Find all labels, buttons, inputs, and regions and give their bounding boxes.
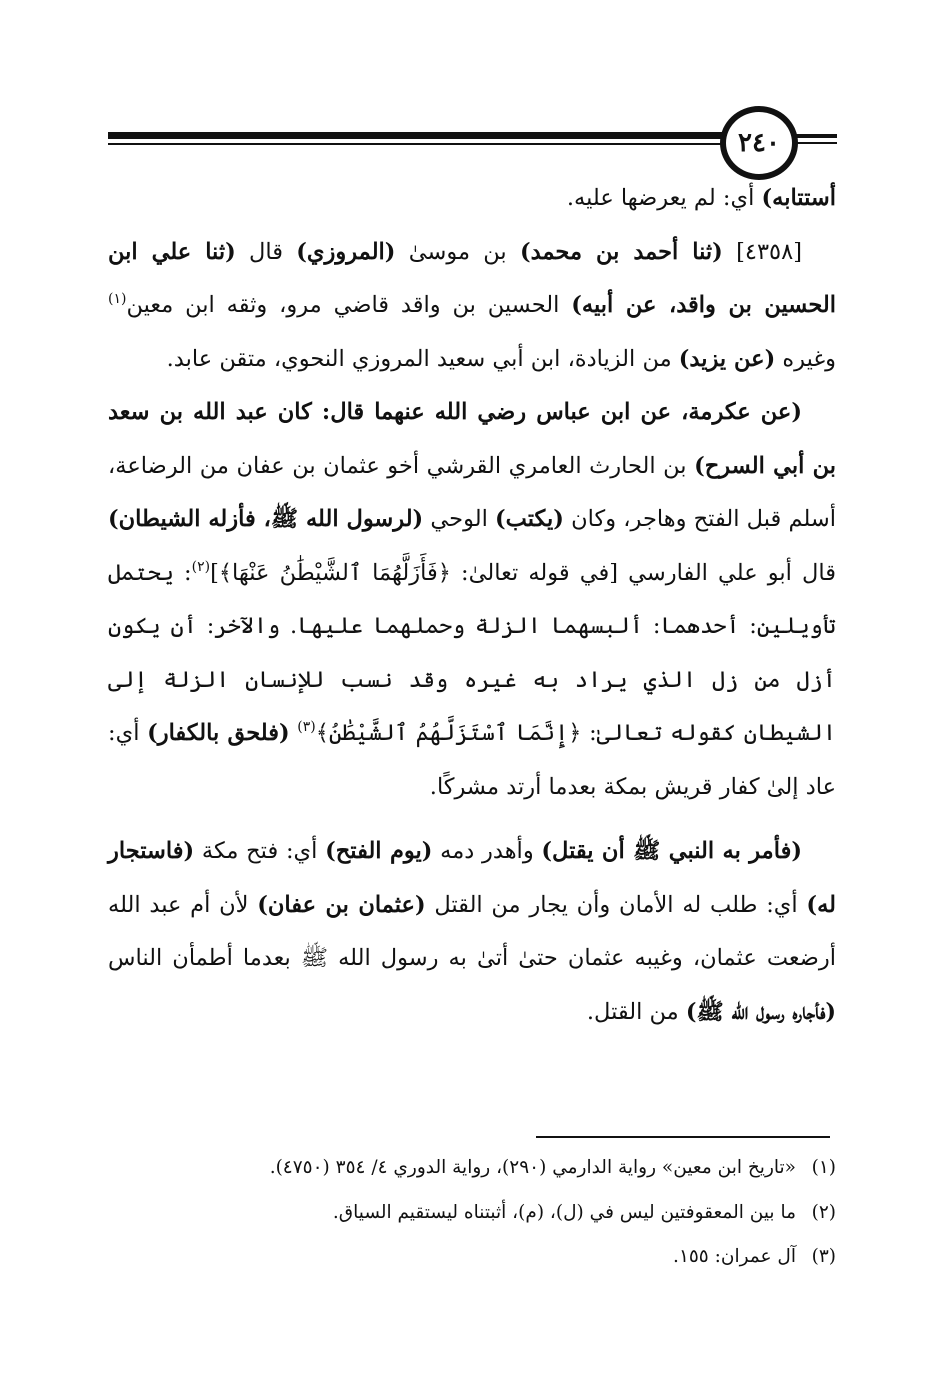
text-run: الوحي xyxy=(423,506,496,532)
bold-text: (عن عكرمة، عن ابن عباس رضي الله عنهما قال: كان عبد الله بن سعد بن أبي السرح) xyxy=(108,399,836,479)
header-rule-thin xyxy=(108,143,723,145)
text-run: وغيره xyxy=(775,345,836,372)
text-run: قال أبو علي الفارسي [في قوله تعالىٰ: ﴿فَأَزَلَّهُمَا ٱلشَّيْطَٰنُ عَنْهَا﴾] xyxy=(210,559,836,586)
footnote-ref: (٢) xyxy=(191,558,211,575)
text-run: [٤٣٥٨] xyxy=(722,238,802,265)
bold-text: (يوم الفتح) xyxy=(325,838,433,864)
text-run: أي: عاد إلىٰ كفار قريش بمكة بعدما أرتد مشركًا. xyxy=(108,720,836,800)
bold-text: (ثنا أحمد بن محمد) xyxy=(519,238,723,265)
footnote-ref: (١) xyxy=(108,291,127,307)
bold-text: (فأجاره رسول الله ﷺ) xyxy=(685,998,836,1025)
paragraph xyxy=(108,825,836,1039)
header-rule-tail xyxy=(792,134,837,138)
paragraph xyxy=(108,172,836,226)
footnote xyxy=(108,1146,836,1191)
footnotes xyxy=(108,1146,836,1280)
paragraph xyxy=(108,386,836,814)
footnote-number: (٣) xyxy=(811,1246,836,1267)
paragraph xyxy=(108,226,836,387)
text-run: وأهدر دمه xyxy=(432,838,542,864)
footnote xyxy=(108,1191,836,1236)
text-run: الحسين بن واقد قاضي مرو، وثقه ابن معين xyxy=(126,292,572,318)
text-run: أي: لم يعرضها عليه. xyxy=(566,185,762,211)
page-number-medallion xyxy=(720,106,798,180)
bold-text: (لرسول الله ﷺ، فأزله الشيطان) xyxy=(108,506,424,532)
bold-text: (عن يزيد) xyxy=(678,345,776,372)
footnote-separator xyxy=(536,1136,830,1138)
bold-text: (عثمان بن عفان) xyxy=(257,891,426,918)
footnote-text: ما بين المعقوفتين ليس في (ل)، (م)، أثبتناه ليستقيم السياق. xyxy=(332,1201,796,1223)
footnote-text: آل عمران: ١٥٥. xyxy=(673,1246,796,1267)
header-rule-tail-thin xyxy=(792,142,837,144)
bold-text: (فاستجار له) xyxy=(108,838,836,918)
text-run: من الزيادة، ابن أبي سعيد المروزي النحوي، متقن عابد. xyxy=(166,345,679,372)
bold-text: (يكتب) xyxy=(495,506,564,532)
text-run: أي: طلب له الأمان وأن يجار من القتل xyxy=(425,891,807,918)
bold-text: أستتابه) xyxy=(761,185,836,211)
text-run: لأن أم عبد الله أرضعت عثمان، وغيبه عثمان حتىٰ أتىٰ به رسول الله ﷺ بعدما أطمأن الناس xyxy=(108,891,836,971)
text-run: قال xyxy=(235,238,297,265)
text-run: : يحتمل تأويلين: أحدهما: ألبسهما الزلة وحملهما عليها. والآخر: أن يكون أزل من زل الذي يراد به غيره وقد نسب للإنسان الزلة إلى الشيطان كقوله تعالىٰ: ﴿إِنَّمَا ٱسْتَزَلَّهُمُ ٱلشَّيْطَٰنُ﴾ xyxy=(108,559,837,746)
footnote xyxy=(108,1235,836,1280)
text-run: من القتل. xyxy=(586,998,686,1025)
text-run: بن الحارث العامري القرشي أخو عثمان بن عفان من الرضاعة، أسلم قبل الفتح وهاجر، وكان xyxy=(108,452,836,532)
bold-text: (فلحق بالكفار) xyxy=(147,720,290,746)
header-rule-thick xyxy=(108,132,723,139)
footnote-number: (١) xyxy=(811,1157,836,1178)
bold-text: (فأمر به النبي ﷺ أن يقتل) xyxy=(541,838,802,864)
main-text xyxy=(108,172,836,1039)
bold-text: (المروزي) xyxy=(296,238,396,265)
bold-text: (ثنا علي ابن الحسين بن واقد، عن أبيه) xyxy=(108,238,837,318)
text-run: بن موسىٰ xyxy=(395,238,520,265)
page-number: ٢٤٠ xyxy=(738,128,780,158)
footnote-text: «تاريخ ابن معين» رواية الدارمي (٢٩٠)، رواية الدوري ٤/ ٣٥٤ (٤٧٥٠). xyxy=(269,1157,796,1178)
footnote-ref: (٣) xyxy=(297,719,316,735)
text-run: أي: فتح مكة xyxy=(194,838,326,864)
footnote-number: (٢) xyxy=(811,1201,836,1223)
